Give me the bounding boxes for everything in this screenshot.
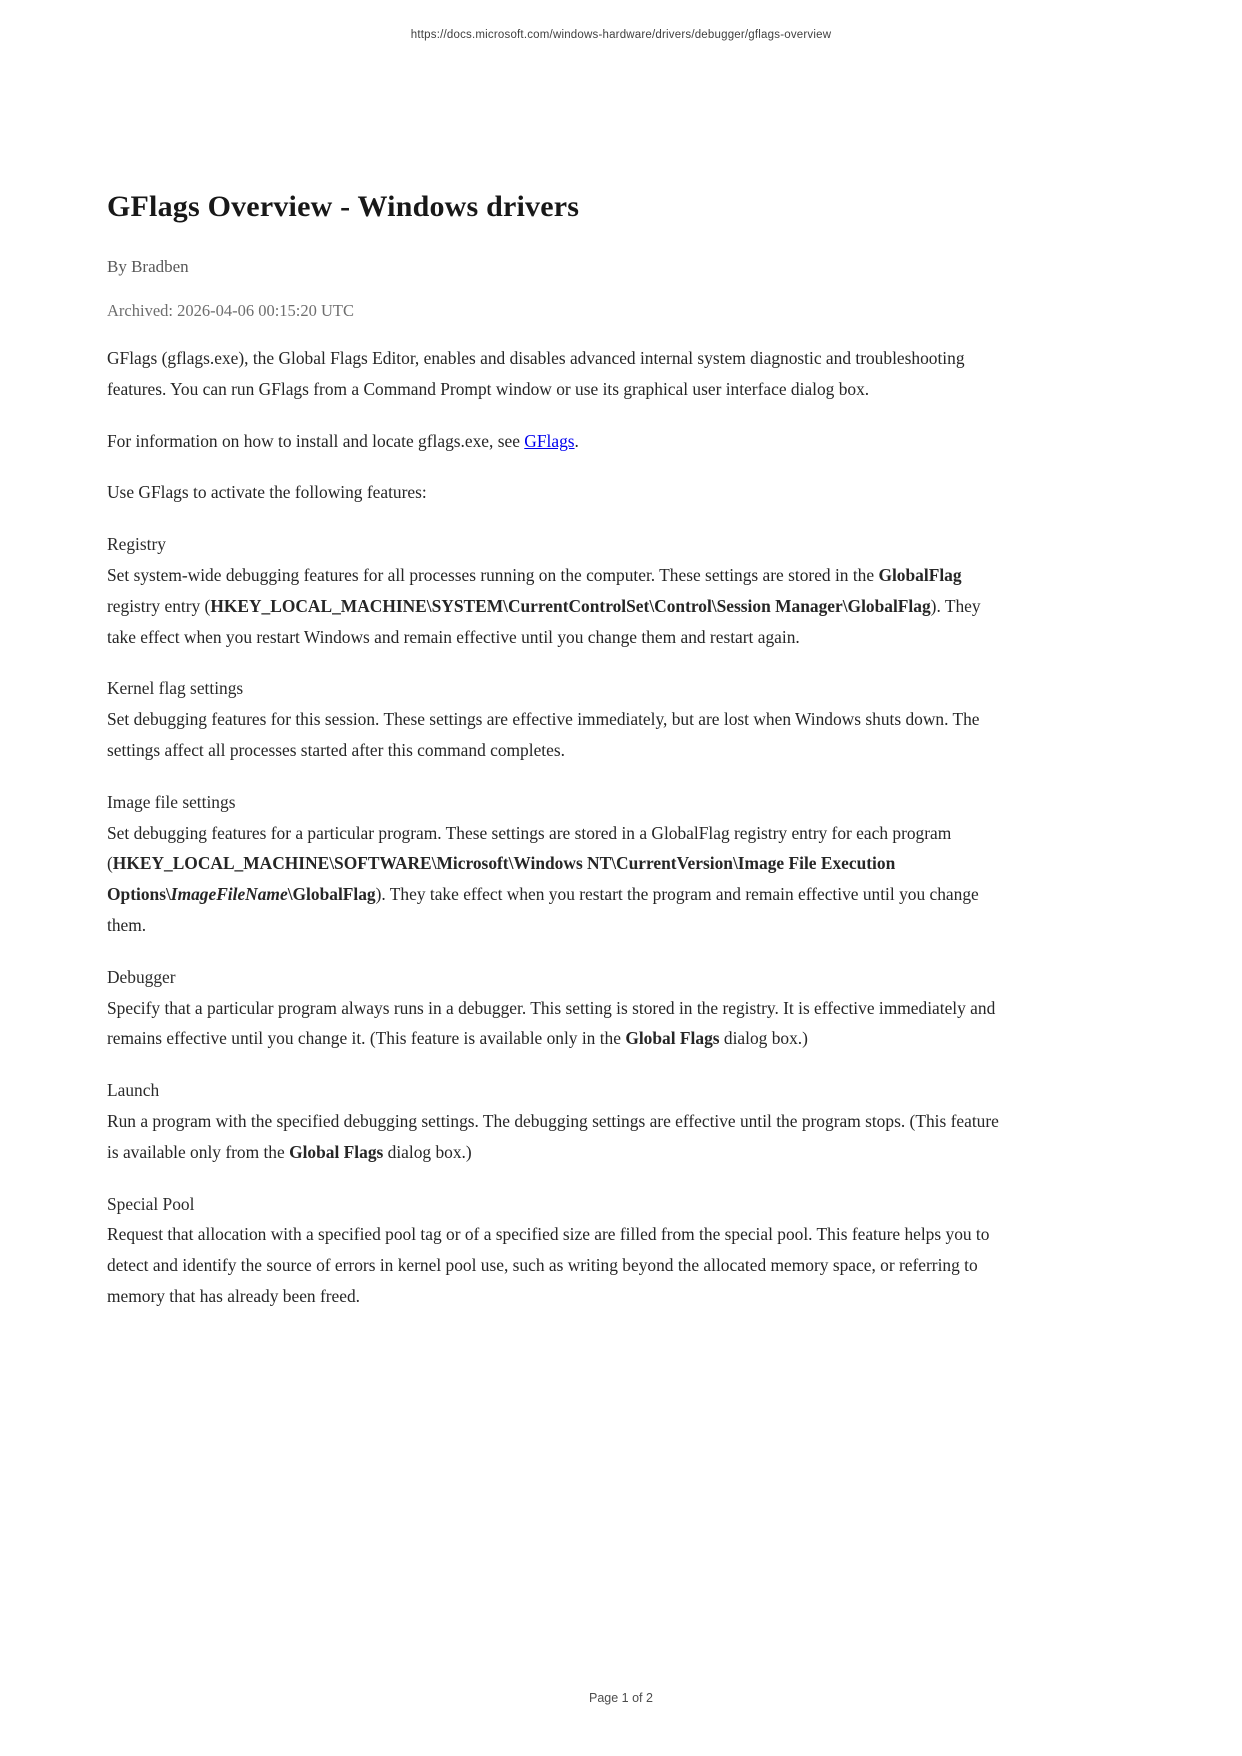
text-run: ). They take effect when you restart Windows and remain effective until you change them and restart again. <box>107 595 981 647</box>
printed-source-url: https://docs.microsoft.com/windows-hardware/drivers/debugger/gflags-overview <box>410 29 832 41</box>
section-heading: Launch <box>107 1080 160 1101</box>
section-body <box>107 1219 1002 1311</box>
feature-section <box>107 673 1002 765</box>
section-heading: Debugger <box>107 966 176 987</box>
text-run: Set debugging features for a particular program. These settings are stored in a GlobalFlag registry entry for each program ( <box>107 822 952 874</box>
text-run: Set debugging features for this session. These settings are effective immediately, but are lost when Windows shuts down. The settings affect all processes started after this command completes. <box>107 709 980 760</box>
text-run: \GlobalFlag <box>287 884 376 905</box>
feature-section <box>107 787 1002 941</box>
feature-section <box>107 1189 1002 1312</box>
install-info-paragraph <box>107 426 1002 457</box>
text-run: HKEY_LOCAL_MACHINE\SYSTEM\CurrentControlSet\Control\Session Manager\GlobalFlag <box>210 595 931 616</box>
text-run: ImageFileName <box>170 884 288 905</box>
text-run: dialog box.) <box>383 1141 472 1162</box>
section-body <box>107 1106 1002 1168</box>
intro-paragraph: GFlags (gflags.exe), the Global Flags Editor, enables and disables advanced internal system diagnostic and troubleshooting features. You can run GFlags from a Command Prompt window or use its graphical user interface dialog box. <box>107 348 965 399</box>
feature-section <box>107 1075 1002 1167</box>
text-run: Specify that a particular program always runs in a debugger. This setting is stored in the registry. It is effective immediately and remains effective until you change it. (This feature is available only in the <box>107 997 996 1049</box>
feature-section <box>107 529 1002 652</box>
page-number: Page 1 of 2 <box>589 1691 653 1705</box>
feature-section <box>107 962 1002 1054</box>
section-body <box>107 704 1002 766</box>
text-run: GlobalFlag <box>878 564 962 585</box>
text-run: registry entry ( <box>107 595 211 616</box>
section-heading: Registry <box>107 534 166 555</box>
section-heading: Special Pool <box>107 1193 195 1214</box>
section-heading: Image file settings <box>107 791 236 812</box>
section-heading: Kernel flag settings <box>107 678 244 699</box>
text-run: Run a program with the specified debugging settings. The debugging settings are effective until the program stops. (This feature is available only from the <box>107 1110 999 1162</box>
gflags-link[interactable]: GFlags <box>524 430 575 451</box>
archived-timestamp: Archived: 2026-04-06 00:15:20 UTC <box>107 301 355 320</box>
text-run: dialog box.) <box>719 1028 808 1049</box>
text-run: Global Flags <box>289 1141 384 1162</box>
byline: By Bradben <box>107 257 189 276</box>
text-run: Global Flags <box>625 1028 720 1049</box>
text-run: HKEY_LOCAL_MACHINE\SOFTWARE\Microsoft\Windows NT\CurrentVersion\Image File Execution Options\ <box>107 853 896 905</box>
section-body <box>107 993 1002 1055</box>
section-body <box>107 818 1002 941</box>
text-run: ). They take effect when you restart the program and remain effective until you change them. <box>107 884 979 935</box>
page-title: GFlags Overview - Windows drivers <box>107 190 580 223</box>
text-run: . <box>574 430 579 451</box>
article <box>107 0 1002 1312</box>
section-body <box>107 560 1002 652</box>
feature-sections <box>107 529 1002 1312</box>
text-run: Set system-wide debugging features for all processes running on the computer. These settings are stored in the <box>107 564 879 585</box>
features-lead: Use GFlags to activate the following features: <box>107 482 427 503</box>
text-run: For information on how to install and locate gflags.exe, see <box>107 430 525 451</box>
text-run: Request that allocation with a specified pool tag or of a specified size are filled from the special pool. This feature helps you to detect and identify the source of errors in kernel pool use, such as writing beyond the allocated memory space, or referring to memory that has already been freed. <box>107 1224 990 1306</box>
